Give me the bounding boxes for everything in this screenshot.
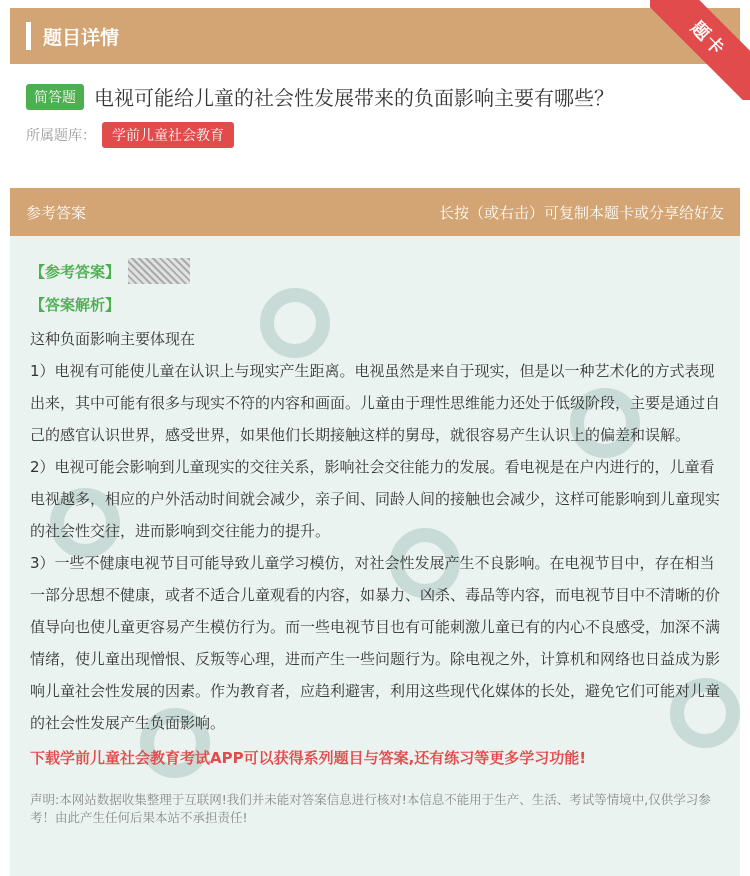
reference-answer-label: 【参考答案】 — [30, 262, 121, 281]
reference-answer-row — [30, 258, 720, 284]
page-title: 题目详情 — [43, 26, 120, 49]
header-bar — [10, 8, 740, 64]
analysis-label: 【答案解析】 — [30, 296, 121, 314]
analysis-paragraph: 2）电视可能会影响到儿童现实的交往关系，影响社会交往能力的发展。看电视是在户内进行的，儿童看电视越多，相应的户外活动时间就会减少，亲子间、同龄人间的接触也会减少，这样可能影响到儿童现实的社会性交往，进而影响到交往能力的提升。 — [30, 458, 721, 540]
bank-link[interactable]: 学前儿童社会教育 — [102, 122, 234, 148]
bank-row — [26, 122, 234, 148]
bank-label: 所属题库： — [26, 128, 96, 144]
header-accent — [26, 22, 31, 50]
reference-answer-image — [128, 258, 190, 284]
question-title: 电视可能给儿童的社会性发展带来的负面影响主要有哪些？ — [94, 86, 614, 110]
disclaimer: 声明:本网站数据收集整理于互联网!我们并未能对答案信息进行核对!本信息不能用于生产、生活、考试等情境中,仅供学习参考！由此产生任何后果本站不承担责任! — [30, 792, 711, 825]
analysis-paragraph: 1）电视有可能使儿童在认识上与现实产生距离。电视虽然是来自于现实，但是以一种艺术化的方式表现出来，其中可能有很多与现实不符的内容和画面。儿童由于理性思维能力还处于低级阶段，主要是通过自己的感官认识世界，感受世界，如果他们长期接触这样的舅母，就很容易产生认识上的偏差和误解。 — [30, 362, 721, 444]
question-type-tag: 简答题 — [26, 84, 84, 110]
ribbon-text: 题卡 — [686, 17, 730, 61]
analysis-paragraph: 3）一些不健康电视节目可能导致儿童学习模仿，对社会性发展产生不良影响。在电视节目中，存在相当一部分思想不健康，或者不适合儿童观看的内容，如暴力、凶杀、毒品等内容，而电视节目中不清晰的价值导向也使儿童更容易产生模仿行为。而一些电视节目也有可能刺激儿童已有的内心不良感受，加深不满情绪，使儿童出现憎恨、反叛等心理，进而产生一些问题行为。除电视之外，计算机和网络也日益成为影响儿童社会性发展的因素。作为教育者，应趋利避害，利用这些现代化媒体的长处，避免它们可能对儿童的社会性发展产生负面影响。 — [30, 554, 721, 732]
answer-card-header — [10, 188, 740, 236]
answer-card[interactable] — [10, 188, 740, 876]
answer-header-left: 参考答案 — [26, 203, 87, 222]
analysis-paragraph: 这种负面影响主要体现在 — [30, 330, 196, 348]
question-row — [26, 82, 736, 111]
app-promo-link[interactable]: 下载学前儿童社会教育考试APP可以获得系列题目与答案,还有练习等更多学习功能! — [30, 749, 587, 767]
answer-body — [30, 258, 720, 827]
answer-header-right: 长按（或右击）可复制本题卡或分享给好友 — [438, 203, 724, 222]
